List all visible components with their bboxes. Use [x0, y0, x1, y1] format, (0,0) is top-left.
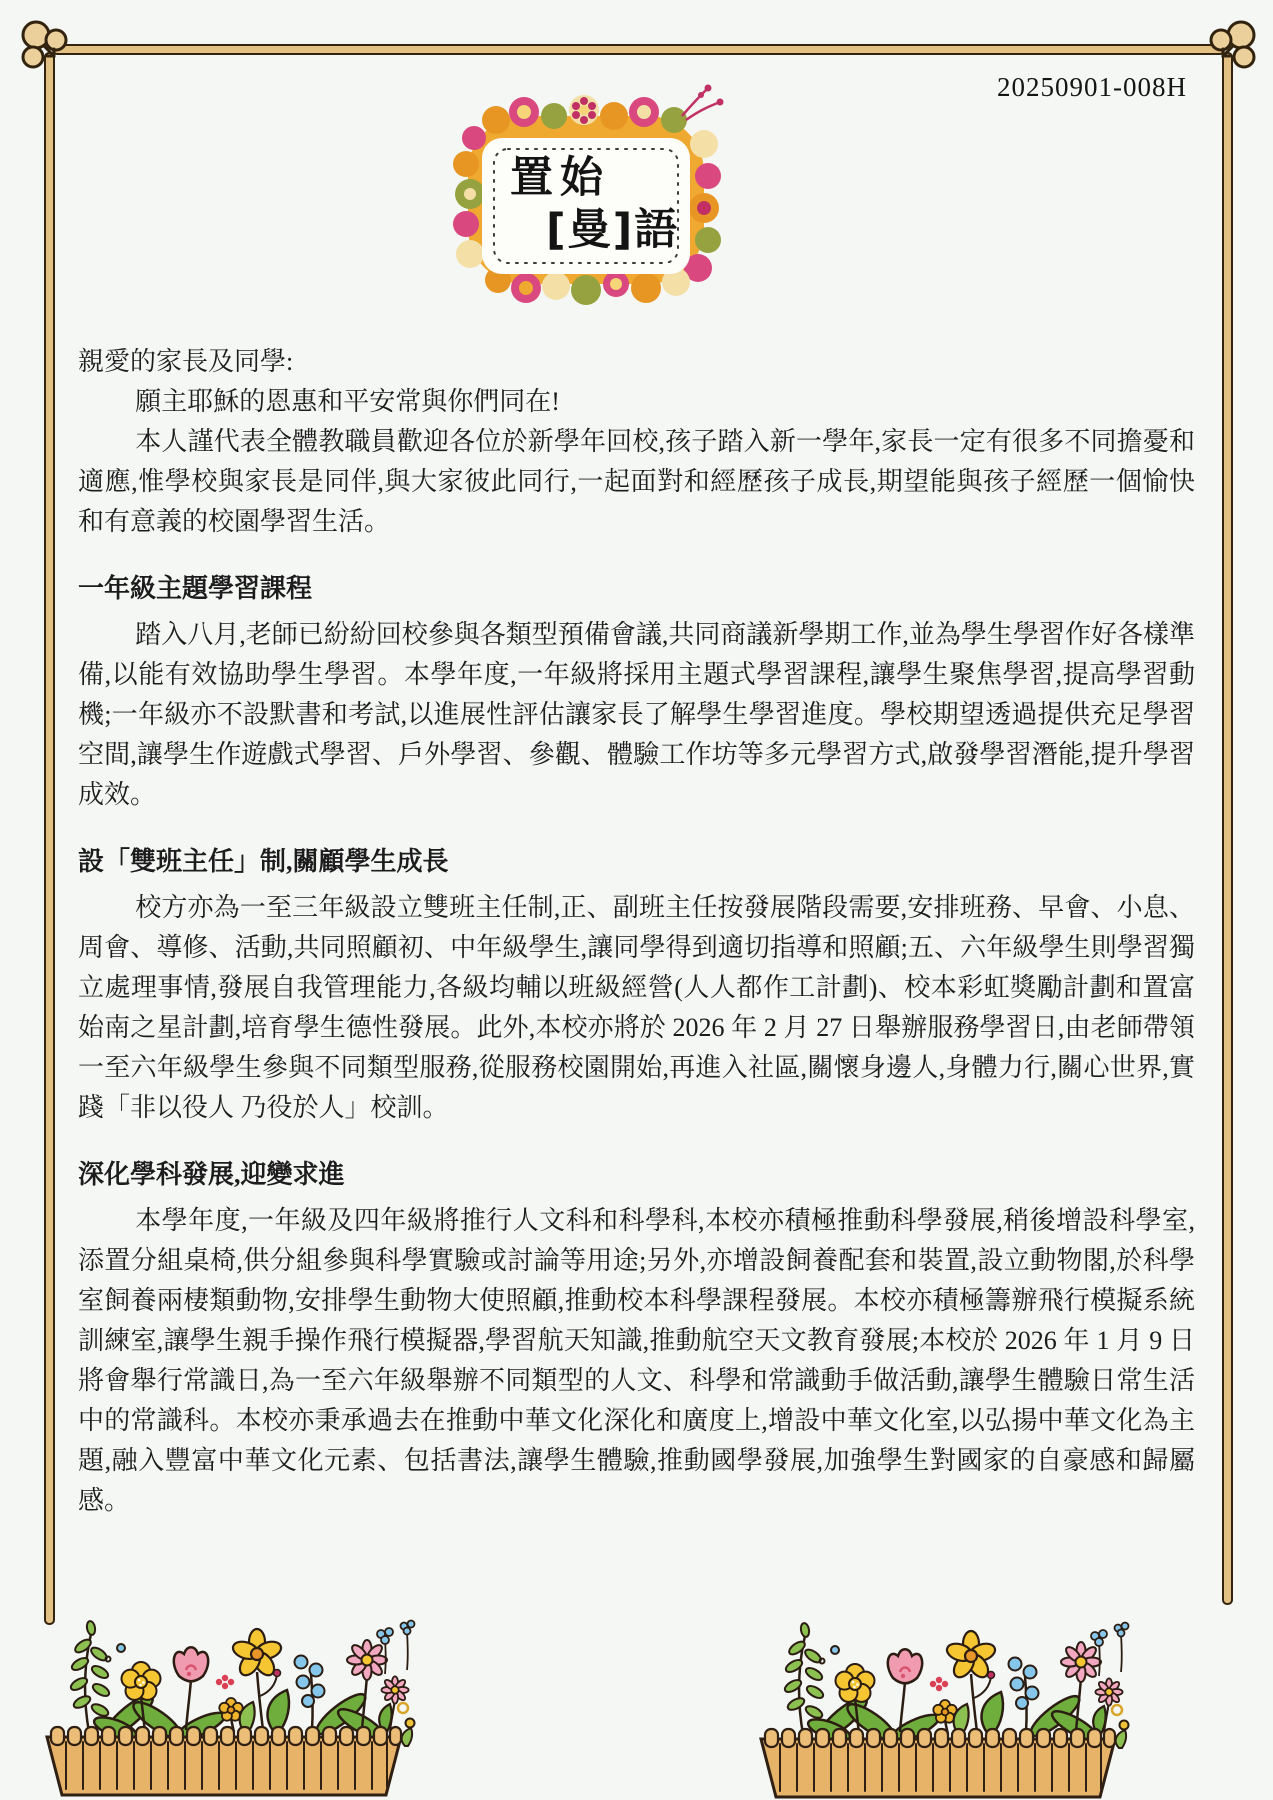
section-heading: 設「雙班主任」制,關顧學生成長 [78, 847, 449, 876]
frame-border-left [44, 52, 55, 1625]
masthead-title-line2: [曼]語 [546, 205, 680, 255]
section-paragraph: 踏入八月,老師已紛紛回校參與各類型預備會議,共同商議新學期工作,並為學生學習作好各樣準備,以能有效協助學生學習。本學年度,一年級將採用主題式學習課程,讓學生聚焦學習,提高學習動機;一年級亦不設默書和考試,以進展性評估讓家長了解學生學習進度。學校期望透過提供充足學習空間,讓學生作遊戲式學習、戶外學習、參觀、體驗工作坊等多元學習方式,啟發學習潛能,提升學習成效。 [78, 620, 1195, 809]
intro-paragraph: 本人謹代表全體教職員歡迎各位於新學年回校,孩子踏入新一學年,家長一定有很多不同擔憂和適應,惟學校與家長是同伴,與大家彼此同行,一起面對和經歷孩子成長,期望能與孩子經歷一個愉快和有意義的校園學習生活。 [78, 427, 1195, 536]
salutation: 親愛的家長及同學: [78, 347, 294, 376]
document-id: 20250901-008H [997, 72, 1187, 102]
section-dual-class-teacher [78, 842, 1195, 1128]
section-grade1-theme-learning [78, 569, 1195, 815]
blessing-line: 願主耶穌的恩惠和平安常與你們同在! [135, 387, 560, 416]
corner-clover-icon [1201, 16, 1263, 78]
frame-border-right [1222, 52, 1233, 1605]
section-heading: 深化學科發展,迎變求進 [78, 1160, 345, 1189]
corner-clover-icon [14, 16, 76, 78]
section-subject-development [78, 1155, 1195, 1521]
masthead-title-line1: 置始 [510, 153, 610, 203]
section-heading: 一年級主題學習課程 [78, 574, 313, 603]
flower-bed-icon [742, 1606, 1134, 1800]
frame-border-top [52, 44, 1225, 55]
letter-body [78, 342, 1195, 1521]
masthead [446, 82, 726, 314]
section-paragraph: 本學年度,一年級及四年級將推行人文科和科學科,本校亦積極推動科學發展,稍後增設科學室,添置分組桌椅,供分組參與科學實驗或討論等用途;另外,亦增設飼養配套和裝置,設立動物閣,於科學室飼養兩棲類動物,安排學生動物大使照顧,推動校本科學課程發展。本校亦積極籌辦飛行模擬系統訓練室,讓學生親手操作飛行模擬器,學習航天知識,推動航空天文教育發展;本校於 2026 年 1 月 9 日將會舉行常識日,為一至六年級舉辦不同類型的人文、科學和常識動手做活動,讓學生體驗日常生活中的常識科。本校亦秉承過去在推動中華文化深化和廣度上,增設中華文化室,以弘揚中華文化為主題,融入豐富中華文化元素、包括書法,讓學生體驗,推動國學發展,加強學生對國家的自豪感和歸屬感。 [78, 1206, 1195, 1515]
flower-bed-icon [28, 1604, 420, 1800]
section-paragraph: 校方亦為一至三年級設立雙班主任制,正、副班主任按發展階段需要,安排班務、早會、小息、周會、導修、活動,共同照顧初、中年級學生,讓同學得到適切指導和照顧;五、六年級學生則學習獨立處理事情,發展自我管理能力,各級均輔以班級經營(人人都作工計劃)、校本彩虹獎勵計劃和置富始南之星計劃,培育學生德性發展。此外,本校亦將於 2026 年 2 月 27 日舉辦服務學習日,由老師帶領一至六年級學生參與不同類型服務,從服務校園開始,再進入社區,關懷身邊人,身體力行,關心世界,實踐「非以役人 乃役於人」校訓。 [78, 893, 1195, 1122]
